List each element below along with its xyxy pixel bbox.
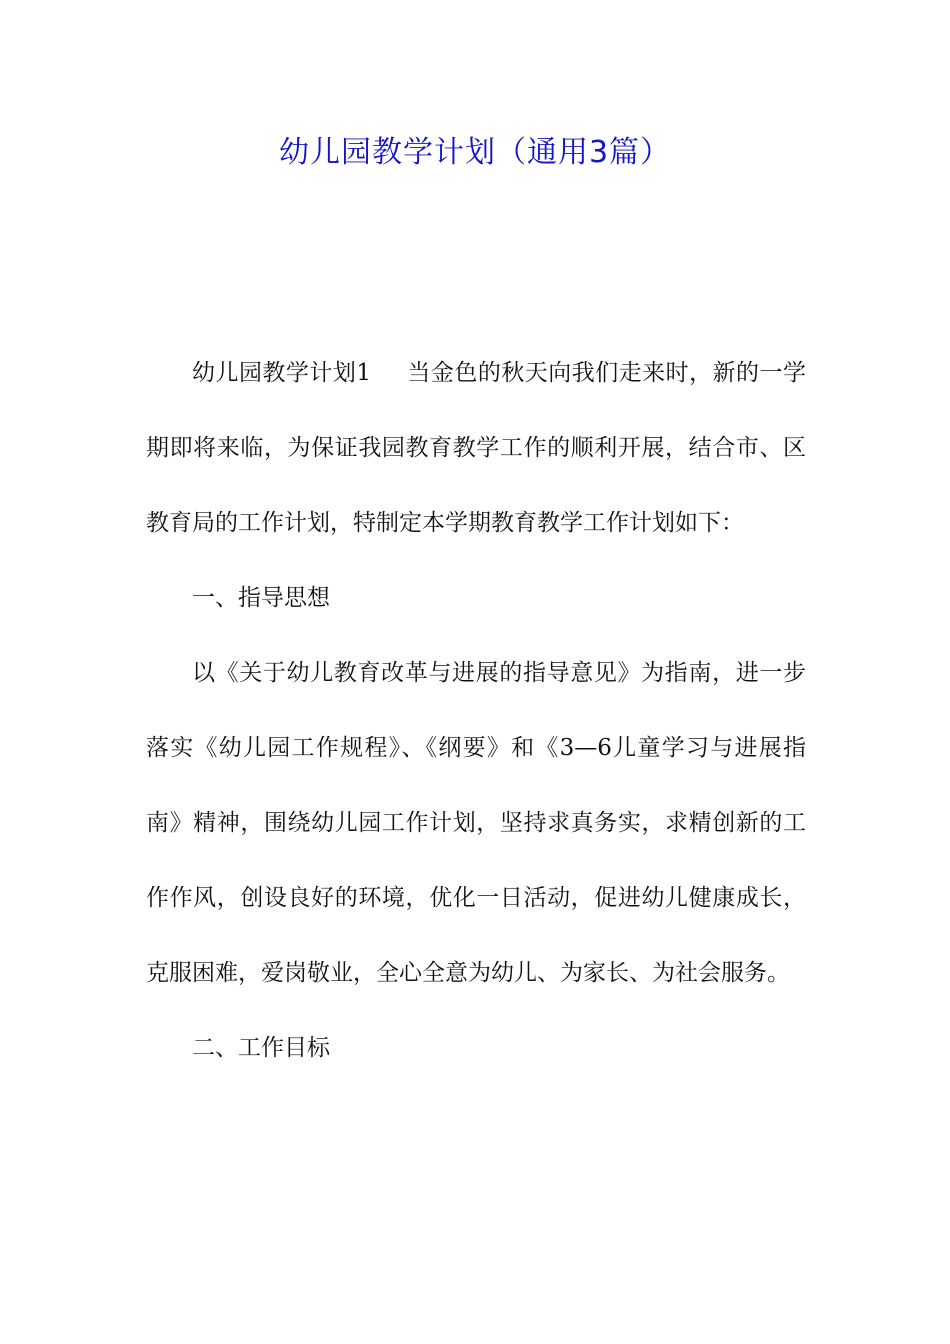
- section-heading-work-goals: 二、工作目标: [192, 1035, 330, 1061]
- plan-label: 幼儿园教学计划1: [192, 360, 371, 386]
- guiding-thought-paragraph: 以《关于幼儿教育改革与进展的指导意见》为指南，进一步落实《幼儿园工作规程》、《纲要》和《3—6儿童学习与进展指南》精神，围绕幼儿园工作计划，坚持求真务实，求精创新的工作作风，创设良好的环境，优化一日活动，促进幼儿健康成长，克服困难，爱岗敬业，全心全意为幼儿、为家长、为社会服务。: [146, 660, 806, 986]
- section-heading-guiding-thought: 一、指导思想: [192, 585, 330, 611]
- document-title: 幼儿园教学计划（通用3篇）: [278, 135, 672, 170]
- intro-text: 当金色的秋天向我们走来时，新的一学期即将来临，为保证我园教育教学工作的顺利开展，结合市、区教育局的工作计划，特制定本学期教育教学工作计划如下：: [146, 360, 806, 536]
- document-body: [146, 336, 806, 1086]
- intro-paragraph: [146, 336, 806, 561]
